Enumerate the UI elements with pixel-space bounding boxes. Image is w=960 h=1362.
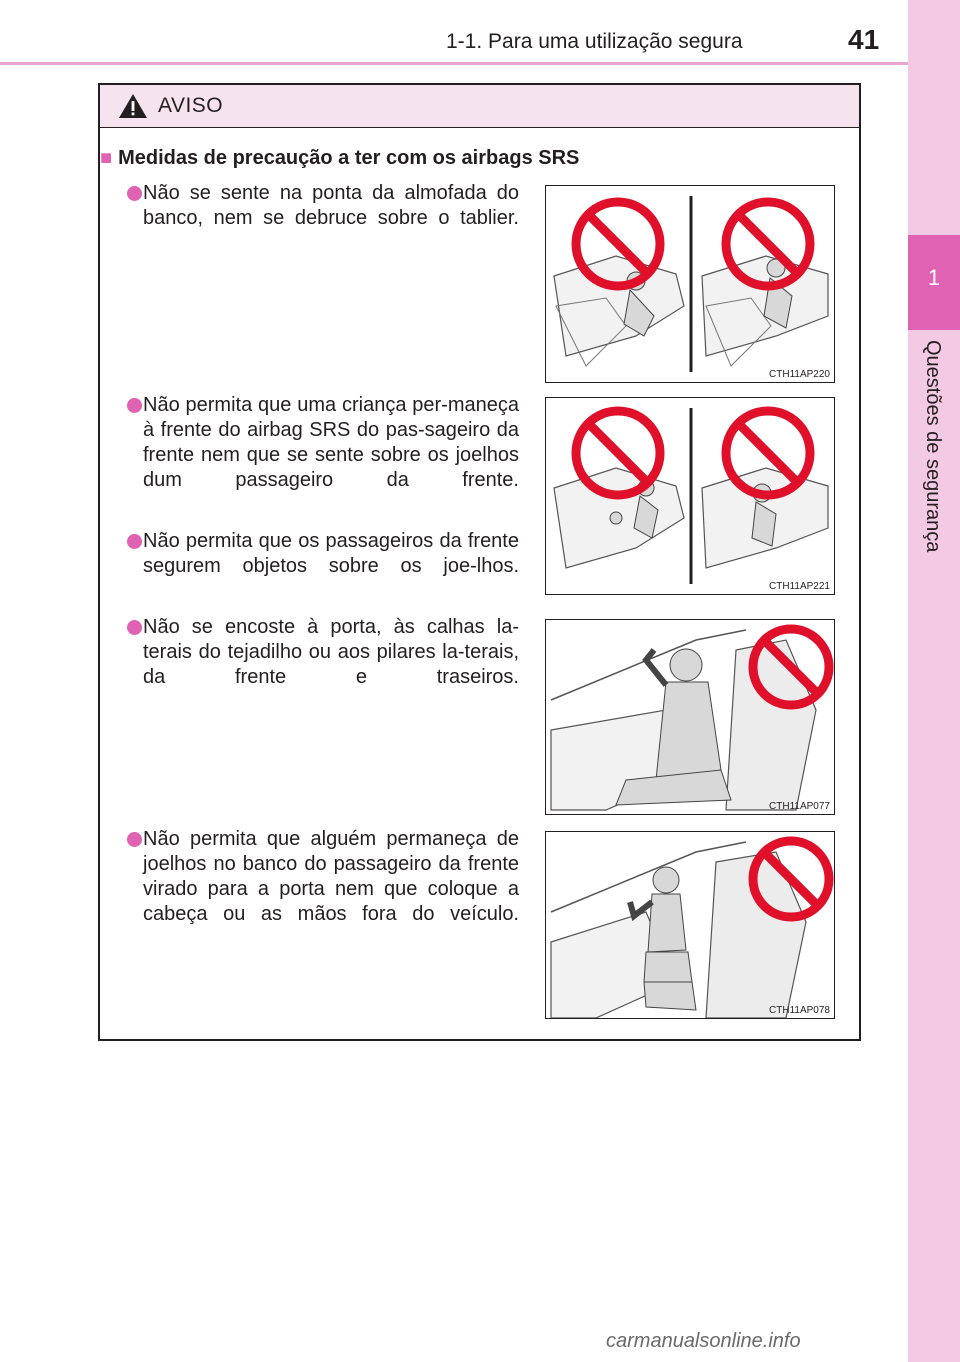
chapter-side-tab[interactable]	[908, 0, 960, 1362]
illustration-graphic	[546, 620, 835, 814]
illustration-graphic	[546, 832, 835, 1018]
bullet-item: Não se encoste à porta, às calhas la-terais do tejadilho ou aos pilares la-terais, da frente e traseiros.	[127, 615, 519, 715]
illustration-child-front	[545, 397, 835, 595]
bullet-dot-icon	[127, 186, 142, 201]
bullet-dot-icon	[127, 398, 142, 413]
illustration-code: CTH11AP220	[769, 369, 830, 380]
illustration-graphic	[546, 398, 835, 594]
warning-triangle-icon	[118, 93, 148, 119]
chapter-title: Questões de segurança	[922, 340, 944, 553]
illustration-code: CTH11AP078	[769, 1005, 830, 1016]
bullet-item: Não permita que uma criança per-maneça à frente do airbag SRS do pas-sageiro da frente nem que se sente sobre os joelhos dum passageiro da frente.	[127, 393, 519, 518]
bullet-item: Não permita que alguém permaneça de joelhos no banco do passageiro da frente virado para a porta nem que coloque a cabeça ou as mãos fora do veículo.	[127, 827, 519, 952]
bullet-dot-icon	[127, 832, 142, 847]
watermark: carmanualsonline.info	[606, 1330, 801, 1352]
bullet-item: Não se sente na ponta da almofada do banco, nem se debruce sobre o tablier.	[127, 181, 519, 256]
illustration-leaning-forward	[545, 185, 835, 383]
section-subheading: ■ Medidas de precaução a ter com os airbags SRS	[100, 147, 580, 169]
warning-label: AVISO	[158, 94, 224, 117]
illustration-graphic	[546, 186, 835, 382]
warning-header	[100, 85, 859, 128]
bullet-dot-icon	[127, 620, 142, 635]
illustration-leaning-door	[545, 619, 835, 815]
illustration-code: CTH11AP077	[769, 801, 830, 812]
illustration-code: CTH11AP221	[769, 581, 830, 592]
section-title: 1-1. Para uma utilização segura	[446, 30, 743, 53]
header-rule	[0, 62, 908, 65]
bullet-item: Não permita que os passageiros da frente segurem objetos sobre os joe-lhos.	[127, 529, 519, 604]
page-number: 41	[848, 24, 880, 55]
square-bullet-icon: ■	[100, 147, 113, 169]
chapter-number: 1	[927, 265, 941, 290]
bullet-dot-icon	[127, 534, 142, 549]
illustration-kneeling-seat	[545, 831, 835, 1019]
